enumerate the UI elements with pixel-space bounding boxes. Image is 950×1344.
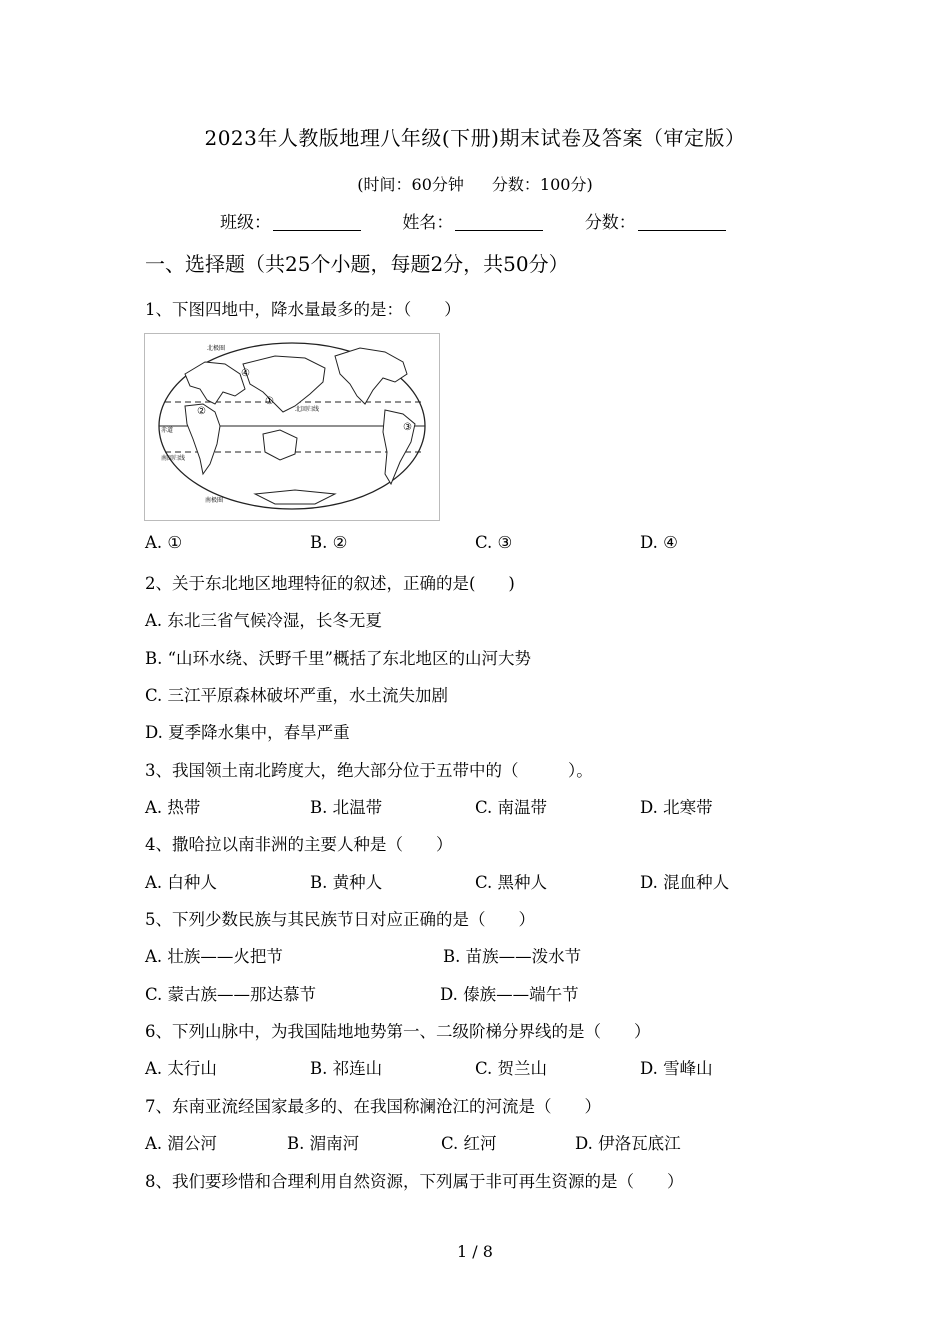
page-number: 1 / 8 (457, 1242, 493, 1261)
name-blank[interactable] (455, 212, 543, 231)
q6-option-d[interactable]: D. 雪峰山 (640, 1059, 713, 1078)
class-field (220, 208, 361, 233)
student-info-row (220, 208, 762, 233)
q2-option-c[interactable]: C. 三江平原森林破坏严重，水土流失加剧 (145, 686, 449, 705)
map-label-equator: 赤道 (161, 427, 174, 434)
class-label: 班级： (220, 213, 271, 233)
world-map-svg (145, 334, 439, 520)
q6-option-b[interactable]: B. 祁连山 (310, 1059, 383, 1078)
score-field (585, 208, 726, 233)
q3-option-c[interactable]: C. 南温带 (475, 798, 548, 817)
world-map-figure (144, 333, 440, 521)
score-blank[interactable] (638, 212, 726, 231)
map-marker-4: ④ (241, 368, 250, 379)
question-7-stem: 7、东南亚流经国家最多的、在我国称澜沧江的河流是（ ） (145, 1097, 601, 1116)
q1-option-a[interactable]: A. ① (145, 533, 183, 552)
q7-option-a[interactable]: A. 湄公河 (145, 1134, 217, 1153)
q4-option-b[interactable]: B. 黄种人 (310, 873, 383, 892)
name-field (402, 208, 543, 233)
q7-option-b[interactable]: B. 湄南河 (287, 1134, 360, 1153)
map-marker-2: ② (197, 406, 206, 417)
name-label: 姓名： (402, 213, 454, 233)
map-label-tropic-capricorn: 南回归线 (161, 455, 186, 462)
q1-option-d[interactable]: D. ④ (640, 533, 678, 552)
question-4-stem: 4、撒哈拉以南非洲的主要人种是（ ） (145, 835, 453, 854)
q2-option-d[interactable]: D. 夏季降水集中，春旱严重 (145, 723, 350, 742)
map-marker-1: ① (265, 396, 274, 407)
q6-option-a[interactable]: A. 太行山 (145, 1059, 217, 1078)
q1-option-c[interactable]: C. ③ (475, 533, 513, 552)
score-label: 分数： (584, 213, 636, 233)
map-label-arctic-circle: 北极圈 (207, 345, 226, 352)
map-marker-3: ③ (403, 422, 412, 433)
section-heading: 一、选择题（共25个小题，每题2分，共50分） (145, 252, 569, 276)
class-blank[interactable] (273, 212, 361, 231)
q2-option-b[interactable]: B. “山环水绕、沃野千里”概括了东北地区的山河大势 (145, 649, 531, 668)
question-2-stem: 2、关于东北地区地理特征的叙述，正确的是( ) (145, 574, 515, 593)
q4-option-a[interactable]: A. 白种人 (145, 873, 217, 892)
q7-option-c[interactable]: C. 红河 (441, 1134, 497, 1153)
question-1-stem: 1、下图四地中，降水量最多的是：（ ） (145, 300, 461, 319)
question-6-stem: 6、下列山脉中，为我国陆地地势第一、二级阶梯分界线的是（ ） (145, 1022, 651, 1041)
question-8-stem: 8、我们要珍惜和合理利用自然资源，下列属于非可再生资源的是（ ） (145, 1172, 684, 1191)
map-label-antarctic-circle: 南极圈 (205, 497, 224, 504)
score-info: 分数：100分) (491, 175, 593, 194)
q4-option-c[interactable]: C. 黑种人 (475, 873, 548, 892)
time-info: (时间：60分钟 (357, 175, 464, 194)
q1-option-b[interactable]: B. ② (310, 533, 348, 552)
q6-option-c[interactable]: C. 贺兰山 (475, 1059, 548, 1078)
q5-option-c[interactable]: C. 蒙古族——那达慕节 (145, 985, 317, 1004)
question-3-stem: 3、我国领土南北跨度大，绝大部分位于五带中的（ ）。 (145, 761, 593, 780)
q5-option-b[interactable]: B. 苗族——泼水节 (443, 947, 582, 966)
q5-option-a[interactable]: A. 壮族——火把节 (145, 947, 283, 966)
q3-option-d[interactable]: D. 北寒带 (640, 798, 713, 817)
q2-option-a[interactable]: A. 东北三省气候冷湿，长冬无夏 (145, 611, 382, 630)
page-title: 2023年人教版地理八年级(下册)期末试卷及答案（审定版） (204, 126, 746, 150)
q3-option-b[interactable]: B. 北温带 (310, 798, 383, 817)
q7-option-d[interactable]: D. 伊洛瓦底江 (575, 1134, 681, 1153)
exam-subtitle (0, 172, 950, 195)
q4-option-d[interactable]: D. 混血种人 (640, 873, 730, 892)
map-label-tropic-cancer: 北回归线 (295, 406, 320, 413)
question-5-stem: 5、下列少数民族与其民族节日对应正确的是（ ） (145, 910, 535, 929)
q5-option-d[interactable]: D. 傣族——端午节 (440, 985, 579, 1004)
q3-option-a[interactable]: A. 热带 (145, 798, 201, 817)
